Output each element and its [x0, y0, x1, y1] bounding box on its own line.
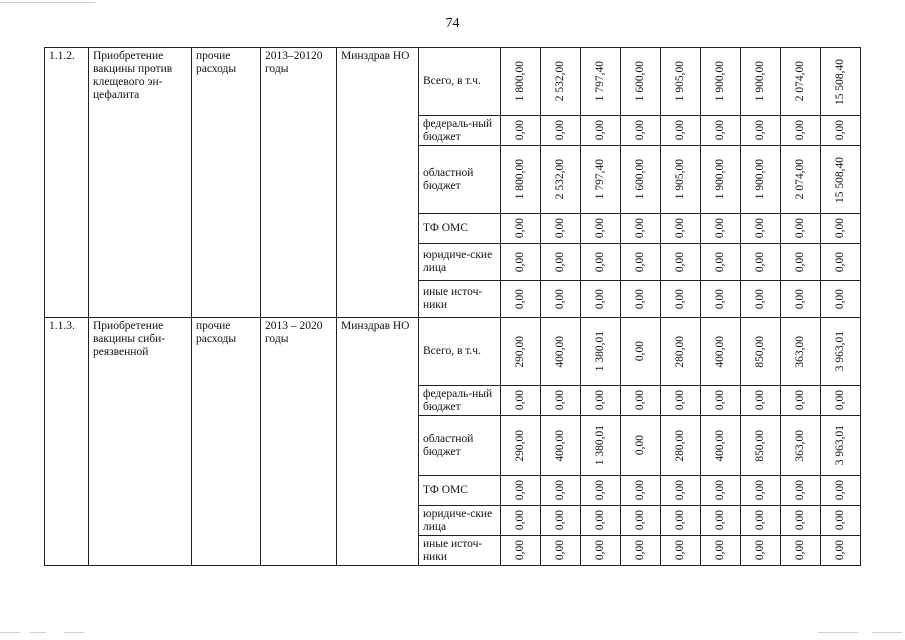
- scan-edge-mark: [818, 632, 858, 633]
- amount-cell: [821, 244, 861, 281]
- amount-value: 0,00: [674, 288, 686, 310]
- amount-value: 2 532,00: [554, 159, 566, 200]
- amount-value: 0,00: [794, 540, 806, 561]
- amount-cell: [621, 318, 661, 386]
- amount-cell: [701, 416, 741, 476]
- amount-value: 363,00: [794, 429, 806, 462]
- funding-source-label: иные источ-ники: [419, 536, 501, 566]
- amount-cell: [781, 476, 821, 506]
- amount-value: 400,00: [714, 335, 726, 368]
- amount-value: 0,00: [594, 390, 606, 411]
- amount-value: 0,00: [674, 218, 686, 239]
- row-expense-type: прочие расходы: [192, 318, 261, 566]
- amount-cell: [621, 116, 661, 146]
- amount-cell: [661, 536, 701, 566]
- amount-value: 290,00: [514, 335, 526, 368]
- funding-source-label: Всего, в т.ч.: [419, 318, 501, 386]
- funding-source-label: областной бюджет: [419, 416, 501, 476]
- amount-value: 0,00: [834, 540, 846, 561]
- amount-cell: [501, 386, 541, 416]
- scan-edge-mark: [64, 632, 84, 633]
- amount-cell: [781, 48, 821, 116]
- amount-cell: [621, 536, 661, 566]
- amount-cell: [701, 318, 741, 386]
- amount-cell: [821, 146, 861, 214]
- amount-value: 2 532,00: [554, 61, 566, 102]
- amount-value: 0,00: [794, 251, 806, 273]
- amount-value: 850,00: [754, 335, 766, 368]
- amount-cell: [701, 146, 741, 214]
- amount-cell: [541, 536, 581, 566]
- amount-value: 1 600,00: [634, 159, 646, 200]
- amount-value: 0,00: [674, 120, 686, 141]
- amount-value: 0,00: [514, 251, 526, 273]
- amount-value: 363,00: [794, 335, 806, 368]
- amount-value: 0,00: [674, 510, 686, 531]
- amount-value: 0,00: [714, 480, 726, 501]
- amount-value: 0,00: [554, 480, 566, 501]
- amount-value: 0,00: [634, 251, 646, 273]
- amount-cell: [621, 506, 661, 536]
- amount-value: 0,00: [714, 120, 726, 141]
- amount-cell: [501, 146, 541, 214]
- amount-value: 0,00: [754, 540, 766, 561]
- amount-cell: [621, 416, 661, 476]
- amount-cell: [541, 281, 581, 318]
- amount-cell: [501, 244, 541, 281]
- amount-cell: [821, 281, 861, 318]
- amount-cell: [541, 386, 581, 416]
- amount-cell: [821, 416, 861, 476]
- amount-value: 0,00: [714, 510, 726, 531]
- amount-value: 0,00: [594, 480, 606, 501]
- table-row: [45, 318, 861, 386]
- amount-cell: [741, 281, 781, 318]
- amount-value: 290,00: [514, 429, 526, 462]
- amount-value: 0,00: [754, 251, 766, 273]
- amount-cell: [541, 214, 581, 244]
- amount-value: 0,00: [714, 540, 726, 561]
- amount-cell: [781, 386, 821, 416]
- row-period: 2013 – 2020 годы: [261, 318, 337, 566]
- funding-source-label: юридиче-ские лица: [419, 244, 501, 281]
- amount-cell: [821, 536, 861, 566]
- amount-value: 0,00: [794, 480, 806, 501]
- amount-cell: [621, 476, 661, 506]
- amount-value: 400,00: [714, 429, 726, 462]
- amount-value: 0,00: [634, 510, 646, 531]
- amount-cell: [661, 476, 701, 506]
- amount-cell: [661, 281, 701, 318]
- amount-value: 0,00: [514, 120, 526, 141]
- amount-cell: [661, 416, 701, 476]
- amount-value: 0,00: [514, 540, 526, 561]
- funding-source-label: областной бюджет: [419, 146, 501, 214]
- amount-value: 0,00: [674, 480, 686, 501]
- amount-cell: [661, 48, 701, 116]
- amount-value: 0,00: [594, 120, 606, 141]
- amount-value: 0,00: [634, 435, 646, 456]
- funding-source-label: федераль-ный бюджет: [419, 386, 501, 416]
- amount-value: 0,00: [834, 218, 846, 239]
- amount-value: 0,00: [634, 218, 646, 239]
- amount-cell: [781, 281, 821, 318]
- amount-cell: [741, 386, 781, 416]
- row-code: 1.1.3.: [45, 318, 89, 566]
- amount-value: 0,00: [794, 510, 806, 531]
- amount-cell: [781, 244, 821, 281]
- amount-cell: [701, 48, 741, 116]
- amount-value: 0,00: [674, 251, 686, 273]
- amount-cell: [501, 318, 541, 386]
- amount-cell: [701, 214, 741, 244]
- row-executor: Минздрав НО: [337, 48, 419, 318]
- amount-cell: [741, 506, 781, 536]
- amount-value: 1 380,01: [594, 331, 606, 372]
- amount-value: 15 508,40: [834, 156, 846, 203]
- amount-value: 1 900,00: [714, 159, 726, 200]
- amount-value: 1 900,00: [714, 61, 726, 102]
- amount-cell: [701, 476, 741, 506]
- amount-cell: [741, 244, 781, 281]
- budget-table: [44, 47, 861, 566]
- amount-value: 0,00: [834, 480, 846, 501]
- amount-value: 0,00: [674, 390, 686, 411]
- amount-cell: [541, 416, 581, 476]
- amount-value: 0,00: [754, 510, 766, 531]
- amount-value: 0,00: [554, 251, 566, 273]
- amount-cell: [501, 214, 541, 244]
- amount-value: 0,00: [634, 120, 646, 141]
- amount-cell: [701, 506, 741, 536]
- amount-value: 0,00: [634, 390, 646, 411]
- amount-value: 0,00: [834, 390, 846, 411]
- amount-value: 0,00: [594, 540, 606, 561]
- amount-value: 0,00: [554, 120, 566, 141]
- funding-source-label: федераль-ный бюджет: [419, 116, 501, 146]
- amount-value: 0,00: [834, 120, 846, 141]
- amount-cell: [581, 386, 621, 416]
- amount-cell: [781, 116, 821, 146]
- amount-cell: [581, 281, 621, 318]
- amount-value: 0,00: [794, 288, 806, 310]
- amount-cell: [621, 386, 661, 416]
- amount-value: 1 900,00: [754, 159, 766, 200]
- amount-cell: [621, 281, 661, 318]
- amount-cell: [581, 116, 621, 146]
- amount-value: 0,00: [754, 288, 766, 310]
- funding-source-label: иные источ-ники: [419, 281, 501, 318]
- amount-cell: [501, 48, 541, 116]
- scan-edge-mark: [30, 632, 46, 633]
- amount-value: 0,00: [514, 218, 526, 239]
- amount-value: 0,00: [634, 341, 646, 362]
- amount-cell: [541, 506, 581, 536]
- amount-cell: [621, 48, 661, 116]
- amount-cell: [581, 48, 621, 116]
- table-row: [45, 48, 861, 116]
- amount-cell: [781, 506, 821, 536]
- amount-cell: [541, 146, 581, 214]
- amount-value: 2 074,00: [794, 159, 806, 200]
- amount-cell: [661, 116, 701, 146]
- amount-cell: [661, 214, 701, 244]
- amount-cell: [701, 536, 741, 566]
- amount-cell: [741, 116, 781, 146]
- amount-cell: [741, 536, 781, 566]
- amount-cell: [661, 146, 701, 214]
- amount-value: 0,00: [554, 390, 566, 411]
- amount-value: 0,00: [554, 218, 566, 239]
- amount-value: 1 797,40: [594, 61, 606, 102]
- amount-value: 400,00: [554, 429, 566, 462]
- amount-cell: [581, 536, 621, 566]
- amount-value: 0,00: [714, 390, 726, 411]
- amount-value: 0,00: [514, 390, 526, 411]
- amount-cell: [661, 506, 701, 536]
- amount-value: 1 380,01: [594, 425, 606, 466]
- amount-cell: [821, 48, 861, 116]
- row-code: 1.1.2.: [45, 48, 89, 318]
- amount-cell: [821, 506, 861, 536]
- row-expense-type: прочие расходы: [192, 48, 261, 318]
- amount-value: 1 905,00: [674, 159, 686, 200]
- amount-cell: [741, 318, 781, 386]
- amount-value: 0,00: [794, 390, 806, 411]
- amount-value: 0,00: [674, 540, 686, 561]
- funding-source-label: Всего, в т.ч.: [419, 48, 501, 116]
- funding-source-label: ТФ ОМС: [419, 476, 501, 506]
- amount-value: 0,00: [514, 480, 526, 501]
- amount-cell: [501, 536, 541, 566]
- amount-value: 0,00: [634, 288, 646, 310]
- amount-value: 0,00: [754, 120, 766, 141]
- amount-cell: [821, 116, 861, 146]
- amount-value: 1 900,00: [754, 61, 766, 102]
- amount-value: 280,00: [674, 429, 686, 462]
- amount-cell: [581, 476, 621, 506]
- amount-cell: [541, 318, 581, 386]
- amount-cell: [661, 386, 701, 416]
- amount-value: 0,00: [794, 120, 806, 141]
- amount-value: 3 963,01: [834, 425, 846, 466]
- amount-cell: [661, 318, 701, 386]
- amount-value: 0,00: [554, 540, 566, 561]
- amount-value: 0,00: [714, 218, 726, 239]
- amount-cell: [501, 281, 541, 318]
- amount-cell: [621, 244, 661, 281]
- amount-value: 0,00: [594, 251, 606, 273]
- amount-value: 0,00: [754, 218, 766, 239]
- amount-cell: [541, 48, 581, 116]
- amount-cell: [821, 214, 861, 244]
- amount-cell: [781, 536, 821, 566]
- amount-value: 15 508,40: [834, 58, 846, 105]
- amount-cell: [621, 214, 661, 244]
- scan-edge-mark: [0, 632, 20, 633]
- amount-value: 400,00: [554, 335, 566, 368]
- amount-value: 0,00: [714, 288, 726, 310]
- amount-value: 0,00: [794, 218, 806, 239]
- scan-edge-mark: [0, 2, 95, 3]
- amount-value: 1 800,00: [514, 159, 526, 200]
- amount-cell: [501, 476, 541, 506]
- amount-cell: [501, 116, 541, 146]
- amount-cell: [701, 116, 741, 146]
- amount-cell: [541, 476, 581, 506]
- amount-cell: [581, 146, 621, 214]
- amount-value: 850,00: [754, 429, 766, 462]
- amount-cell: [581, 244, 621, 281]
- amount-cell: [701, 386, 741, 416]
- amount-value: 0,00: [554, 288, 566, 310]
- amount-value: 0,00: [834, 288, 846, 310]
- amount-value: 0,00: [594, 510, 606, 531]
- amount-cell: [781, 214, 821, 244]
- amount-cell: [741, 48, 781, 116]
- amount-value: 0,00: [714, 251, 726, 273]
- amount-value: 3 963,01: [834, 331, 846, 372]
- amount-value: 1 600,00: [634, 61, 646, 102]
- amount-cell: [741, 214, 781, 244]
- amount-cell: [821, 476, 861, 506]
- amount-cell: [581, 416, 621, 476]
- amount-cell: [621, 146, 661, 214]
- amount-cell: [541, 244, 581, 281]
- row-period: 2013–20120 годы: [261, 48, 337, 318]
- amount-cell: [701, 281, 741, 318]
- amount-cell: [581, 506, 621, 536]
- amount-value: 0,00: [514, 288, 526, 310]
- amount-value: 0,00: [554, 510, 566, 531]
- amount-value: 280,00: [674, 335, 686, 368]
- amount-value: 0,00: [834, 510, 846, 531]
- amount-cell: [781, 146, 821, 214]
- funding-source-label: ТФ ОМС: [419, 214, 501, 244]
- amount-cell: [741, 146, 781, 214]
- amount-cell: [581, 318, 621, 386]
- amount-value: 0,00: [514, 510, 526, 531]
- amount-cell: [821, 386, 861, 416]
- amount-cell: [781, 416, 821, 476]
- funding-source-label: юридиче-ские лица: [419, 506, 501, 536]
- amount-value: 0,00: [594, 218, 606, 239]
- amount-value: 1 797,40: [594, 159, 606, 200]
- amount-cell: [501, 416, 541, 476]
- amount-cell: [701, 244, 741, 281]
- page-number: 74: [445, 16, 460, 31]
- amount-value: 1 905,00: [674, 61, 686, 102]
- amount-value: 1 800,00: [514, 61, 526, 102]
- row-name: Приобретение вакцины сиби-реязвенной: [89, 318, 192, 566]
- amount-value: 0,00: [634, 480, 646, 501]
- amount-value: 2 074,00: [794, 61, 806, 102]
- amount-cell: [661, 244, 701, 281]
- amount-cell: [781, 318, 821, 386]
- amount-value: 0,00: [754, 480, 766, 501]
- amount-cell: [821, 318, 861, 386]
- amount-value: 0,00: [634, 540, 646, 561]
- amount-cell: [741, 476, 781, 506]
- row-executor: Минздрав НО: [337, 318, 419, 566]
- amount-cell: [501, 506, 541, 536]
- amount-cell: [581, 214, 621, 244]
- scan-edge-mark: [872, 632, 902, 633]
- amount-cell: [741, 416, 781, 476]
- amount-value: 0,00: [754, 390, 766, 411]
- amount-value: 0,00: [834, 251, 846, 273]
- amount-cell: [541, 116, 581, 146]
- row-name: Приобретение вакцины против клещевого эн-цефалита: [89, 48, 192, 318]
- amount-value: 0,00: [594, 288, 606, 310]
